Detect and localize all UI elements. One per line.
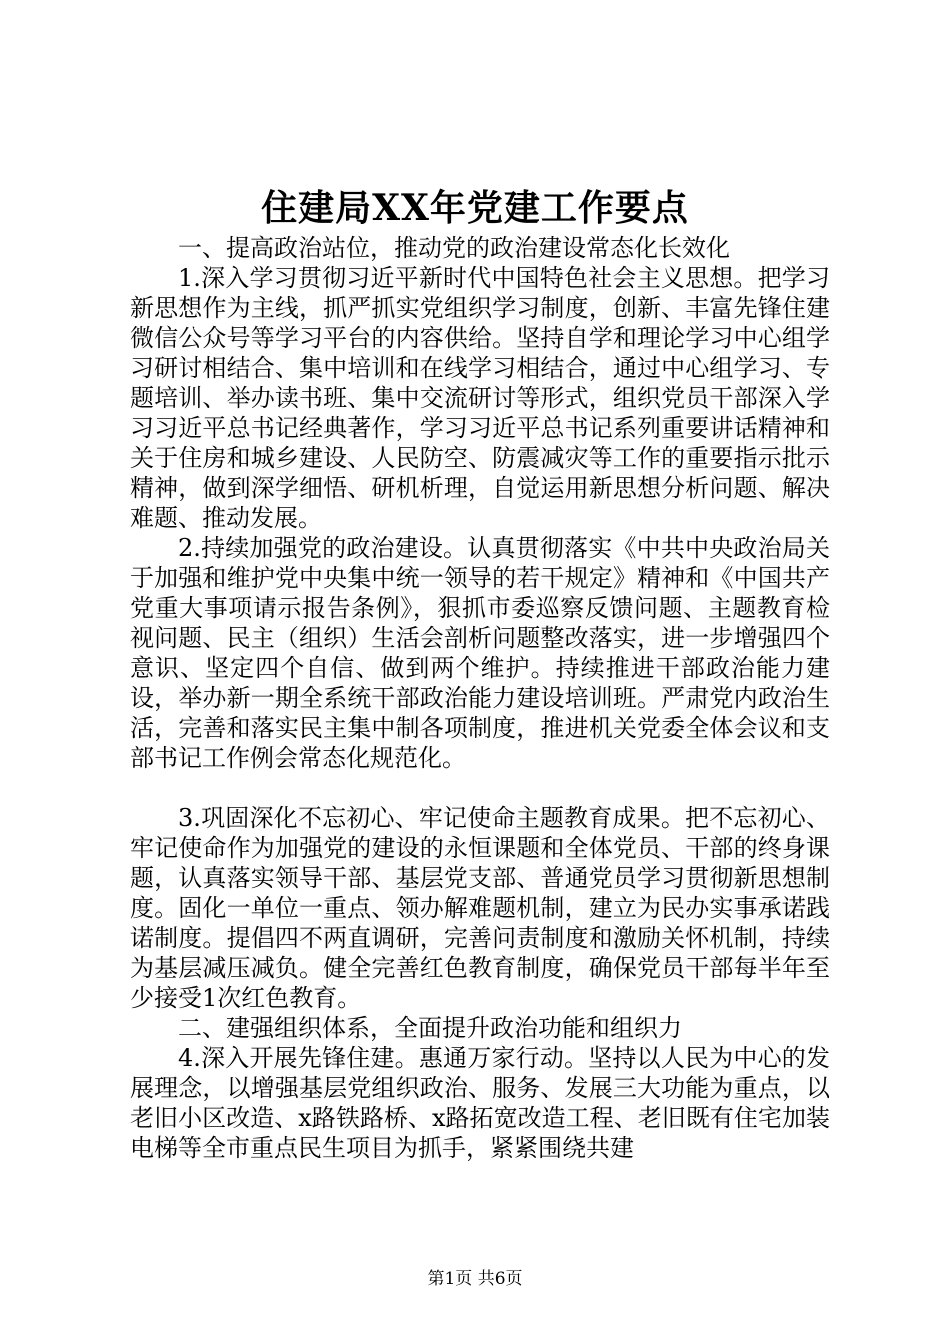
- section-heading-1: 一、提高政治站位，推动党的政治建设常态化长效化: [178, 234, 730, 262]
- paragraph-item-4: 4.深入开展先锋住建。惠通万家行动。坚持以人民为中心的发展理念，以增强基层党组织政治、服务、发展三大功能为重点，以老旧小区改造、x路铁路桥、x路拓宽改造工程、老旧既有住宅加装电梯等全市重点民生项目为抓手，紧紧围绕共建: [130, 1044, 830, 1162]
- document-title: 住建局XX年党建工作要点: [261, 187, 689, 229]
- page-footer: 第1页 共6页: [427, 1269, 523, 1289]
- section-heading-2: 二、建强组织体系，全面提升政治功能和组织力: [178, 1014, 682, 1042]
- paragraph-item-3: 3.巩固深化不忘初心、牢记使命主题教育成果。把不忘初心、牢记使命作为加强党的建设的永恒课题和全体党员、干部的终身课题，认真落实领导干部、基层党支部、普通党员学习贯彻新思想制度。固化一单位一重点、领办解难题机制，建立为民办实事承诺践诺制度。提倡四不两直调研，完善问责制度和激励关怀机制，持续为基层减压减负。健全完善红色教育制度，确保党员干部每半年至少接受1次红色教育。: [130, 804, 830, 1012]
- paragraph-item-1: 1.深入学习贯彻习近平新时代中国特色社会主义思想。把学习新思想作为主线，抓严抓实党组织学习制度，创新、丰富先锋住建微信公众号等学习平台的内容供给。坚持自学和理论学习中心组学习研讨相结合、集中培训和在线学习相结合，通过中心组学习、专题培训、举办读书班、集中交流研讨等形式，组织党员干部深入学习习近平总书记经典著作，学习习近平总书记系列重要讲话精神和关于住房和城乡建设、人民防空、防震减灾等工作的重要指示批示精神，做到深学细悟、研机析理，自觉运用新思想分析问题、解决难题、推动发展。: [130, 264, 830, 532]
- paragraph-item-2: 2.持续加强党的政治建设。认真贯彻落实《中共中央政治局关于加强和维护党中央集中统一领导的若干规定》精神和《中国共产党重大事项请示报告条例》，狠抓市委巡察反馈问题、主题教育检视问题、民主（组织）生活会剖析问题整改落实，进一步增强四个意识、坚定四个自信、做到两个维护。持续推进干部政治能力建设，举办新一期全系统干部政治能力建设培训班。严肃党内政治生活，完善和落实民主集中制各项制度，推进机关党委全体会议和支部书记工作例会常态化规范化。: [130, 534, 830, 772]
- document-body: [130, 233, 830, 1163]
